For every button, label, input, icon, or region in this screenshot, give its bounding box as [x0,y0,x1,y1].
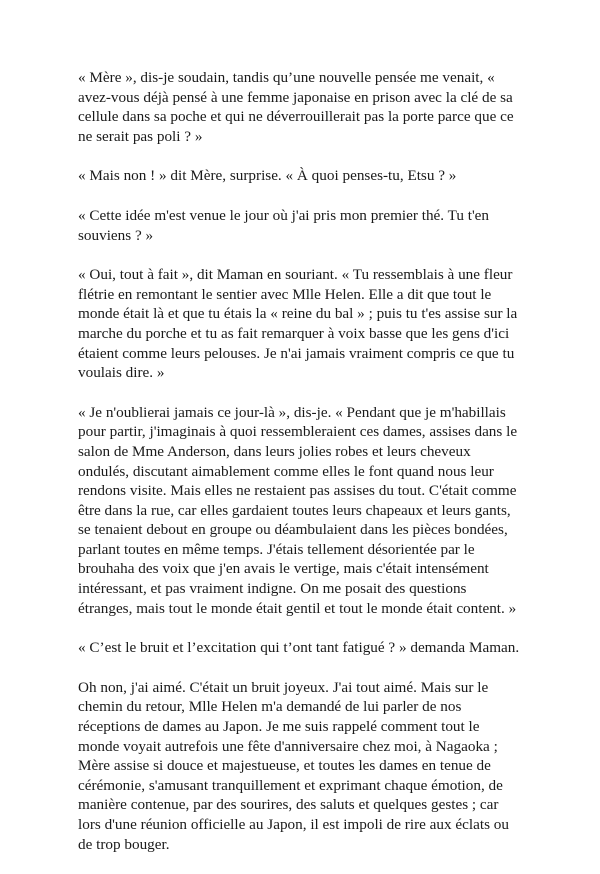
paragraph-7: Oh non, j'ai aimé. C'était un bruit joyeux. J'ai tout aimé. Mais sur le chemin du retour, Mlle Helen m'a demandé de lui parler de nos réceptions de dames au Japon. Je me suis rappelé comment tout le monde voyait autrefois une fête d'anniversaire chez moi, à Nagaoka ; Mère assise si douce et majestueuse, et toutes les dames en tenue de cérémonie, s'amusant tranquillement et exprimant chaque émotion, de manière contenue, par des sourires, des saluts et quelques gestes ; car lors d'une réunion officielle au Japon, il est impoli de rire aux éclats ou de trop bouger. [78,678,509,853]
paragraph-4: « Oui, tout à fait », dit Maman en souriant. « Tu ressemblais à une fleur flétrie en remontant le sentier avec Mlle Helen. Elle a dit que tout le monde était là et que tu étais la « reine du bal » ; puis tu t'es assise sur la marche du porche et tu as fait remarquer à voix basse que les gens d'ici étaient comme leurs pelouses. Je n'ai jamais vraiment compris ce que tu voulais dire. » [78,266,518,382]
paragraph-2: « Mais non ! » dit Mère, surprise. « À quoi penses-tu, Etsu ? » [78,167,457,185]
document-page [78,68,524,874]
paragraph-6: « C’est le bruit et l’excitation qui t’ont tant fatigué ? » demanda Maman. [78,639,520,657]
paragraph-3: « Cette idée m'est venue le jour où j'ai pris mon premier thé. Tu t'en souviens ? » [78,206,490,244]
paragraph-1: « Mère », dis-je soudain, tandis qu’une nouvelle pensée me venait, « avez-vous déjà pensé à une femme japonaise en prison avec la clé de sa cellule dans sa poche et qui ne déverrouillerait pas la porte parce que ce ne serait pas poli ? » [78,69,514,145]
paragraph-5: « Je n'oublierai jamais ce jour-là », dis-je. « Pendant que je m'habillais pour partir, j'imaginais à quoi ressembleraient ces dames, assises dans le salon de Mme Anderson, dans leurs jolies robes et leurs cheveux ondulés, discutant aimablement comme elles le font quand nous leur rendons visite. Mais elles ne restaient pas assises du tout. C'était comme être dans la rue, car elles gardaient toutes leurs chapeaux et leurs gants, se tenaient debout en groupe ou déambulaient dans les pièces bondées, parlant toutes en même temps. J'étais tellement désorientée par le brouhaha des voix que j'en avais le vertige, mais c'était intensément intéressant, et pas vraiment indigne. On me posait des questions étranges, mais tout le monde était gentil et tout le monde était content. » [78,403,518,617]
